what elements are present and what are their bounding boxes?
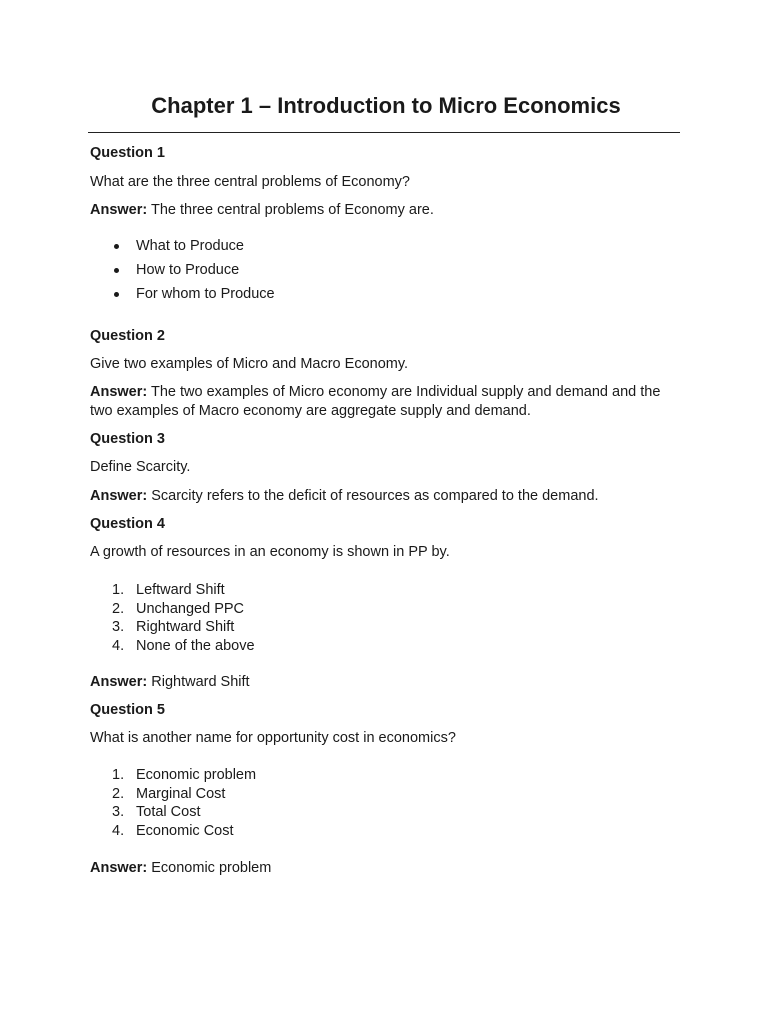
- list-item-number: 3.: [112, 804, 125, 820]
- list-item: [90, 234, 275, 258]
- title-divider: [88, 132, 680, 133]
- question-4-heading: Question 4: [90, 516, 165, 532]
- list-item-text: Economic problem: [136, 767, 257, 783]
- question-3-answer-text: Scarcity refers to the deficit of resources as compared to the demand.: [147, 488, 599, 504]
- question-2-answer-text: The two examples of Micro economy are Individual supply and demand and the two examples of Macro economy are aggregate supply and demand.: [90, 384, 661, 419]
- answer-label: Answer:: [90, 674, 148, 690]
- question-2-text: Give two examples of Micro and Macro Economy.: [90, 356, 409, 372]
- question-4-answer: [90, 673, 670, 692]
- list-item-number: 4.: [112, 637, 125, 654]
- list-item: [90, 803, 256, 822]
- question-3-heading: Question 3: [90, 431, 165, 447]
- list-item: [90, 258, 275, 282]
- question-5-options: [90, 766, 256, 840]
- list-item-text: How to Produce: [136, 262, 240, 278]
- list-item: [90, 600, 255, 619]
- question-4-options: [90, 581, 255, 655]
- bullet-icon: [114, 292, 119, 297]
- list-item-number: 2.: [112, 785, 125, 802]
- page-title: Chapter 1 – Introduction to Micro Economics: [151, 93, 621, 118]
- question-1-bullet-list: [90, 234, 275, 306]
- list-item-text: What to Produce: [136, 238, 244, 254]
- bullet-icon: [114, 244, 119, 249]
- list-item: [90, 618, 255, 637]
- question-3-text: Define Scarcity.: [90, 459, 191, 475]
- question-1-heading: Question 1: [90, 145, 165, 161]
- question-4-text: A growth of resources in an economy is shown in PP by.: [90, 544, 450, 560]
- list-item: [90, 766, 256, 785]
- list-item-text: Rightward Shift: [136, 619, 235, 635]
- answer-label: Answer:: [90, 384, 148, 400]
- question-1-text: What are the three central problems of Economy?: [90, 174, 410, 190]
- answer-label: Answer:: [90, 860, 148, 876]
- question-1-answer-text: The three central problems of Economy are.: [147, 202, 434, 218]
- answer-label: Answer:: [90, 488, 148, 504]
- question-3-answer: [90, 487, 670, 506]
- list-item-number: 1.: [112, 582, 125, 598]
- list-item: [90, 637, 255, 656]
- question-5-answer-text: Economic problem: [147, 860, 272, 876]
- list-item-number: 3.: [112, 619, 125, 635]
- list-item-number: 2.: [112, 600, 125, 617]
- list-item: [90, 822, 256, 841]
- question-1-answer: [90, 201, 670, 220]
- question-2-heading: Question 2: [90, 328, 165, 344]
- list-item: [90, 282, 275, 306]
- list-item-text: Total Cost: [136, 804, 201, 820]
- question-5-heading: Question 5: [90, 702, 165, 718]
- list-item-text: Economic Cost: [136, 822, 234, 839]
- bullet-icon: [114, 268, 119, 273]
- question-2-answer: [90, 383, 662, 420]
- list-item-text: Unchanged PPC: [136, 600, 245, 617]
- question-4-answer-text: Rightward Shift: [147, 674, 250, 690]
- list-item-text: Leftward Shift: [136, 582, 225, 598]
- list-item-text: Marginal Cost: [136, 785, 226, 802]
- list-item-text: For whom to Produce: [136, 286, 275, 302]
- list-item-number: 1.: [112, 767, 125, 783]
- list-item-text: None of the above: [136, 637, 255, 654]
- question-5-text: What is another name for opportunity cost in economics?: [90, 730, 456, 746]
- list-item: [90, 581, 255, 600]
- list-item: [90, 785, 256, 804]
- question-5-answer: [90, 859, 670, 878]
- answer-label: Answer:: [90, 202, 148, 218]
- list-item-number: 4.: [112, 822, 125, 839]
